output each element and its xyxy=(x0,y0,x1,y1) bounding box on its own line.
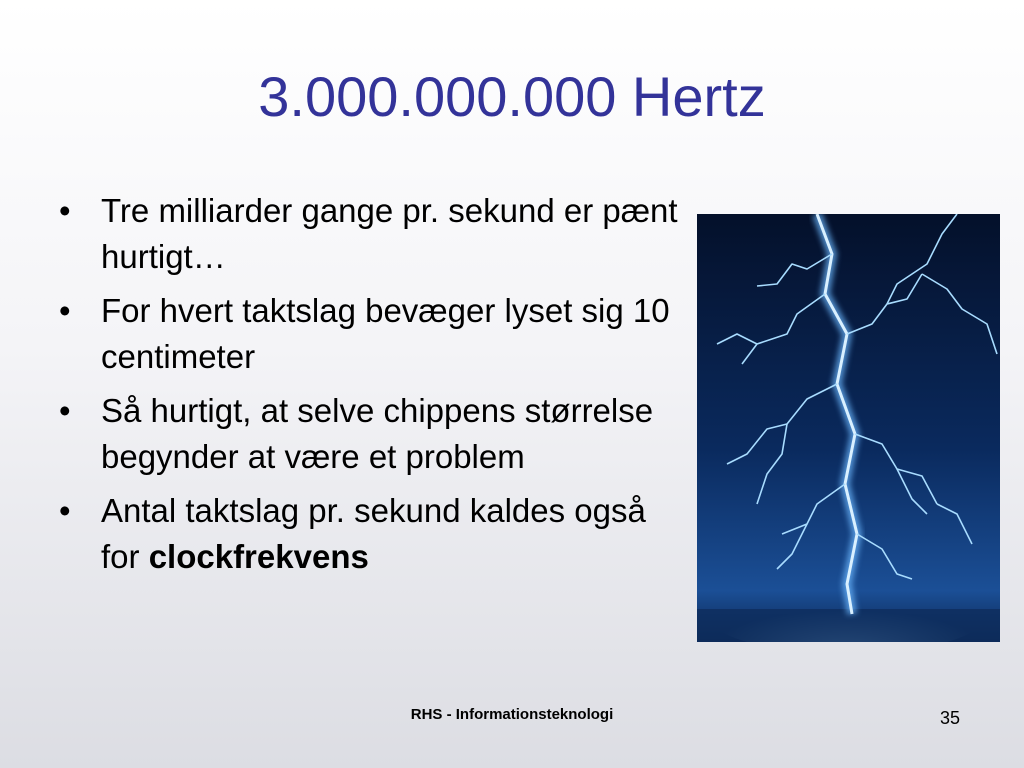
bullet-item xyxy=(56,388,686,480)
bullet-bold-term: clockfrekvens xyxy=(148,538,369,575)
page-number: 35 xyxy=(939,708,961,728)
bullet-item xyxy=(56,288,686,380)
bullet-list xyxy=(56,188,686,588)
bullet-text: Antal taktslag pr. sekund kaldes også for xyxy=(101,492,646,575)
bullet-text: Så hurtigt, at selve chippens størrelse begynder at være et problem xyxy=(101,392,654,475)
lightning-image xyxy=(697,214,1000,642)
bullet-text: For hvert taktslag bevæger lyset sig 10 centimeter xyxy=(101,292,670,375)
bullet-item xyxy=(56,188,686,280)
slide-footer: RHS - Informationsteknologi xyxy=(410,706,614,723)
slide-title: 3.000.000.000 Hertz xyxy=(258,65,766,128)
bullet-text: Tre milliarder gange pr. sekund er pænt hurtigt… xyxy=(101,192,678,275)
bullet-item xyxy=(56,488,686,580)
